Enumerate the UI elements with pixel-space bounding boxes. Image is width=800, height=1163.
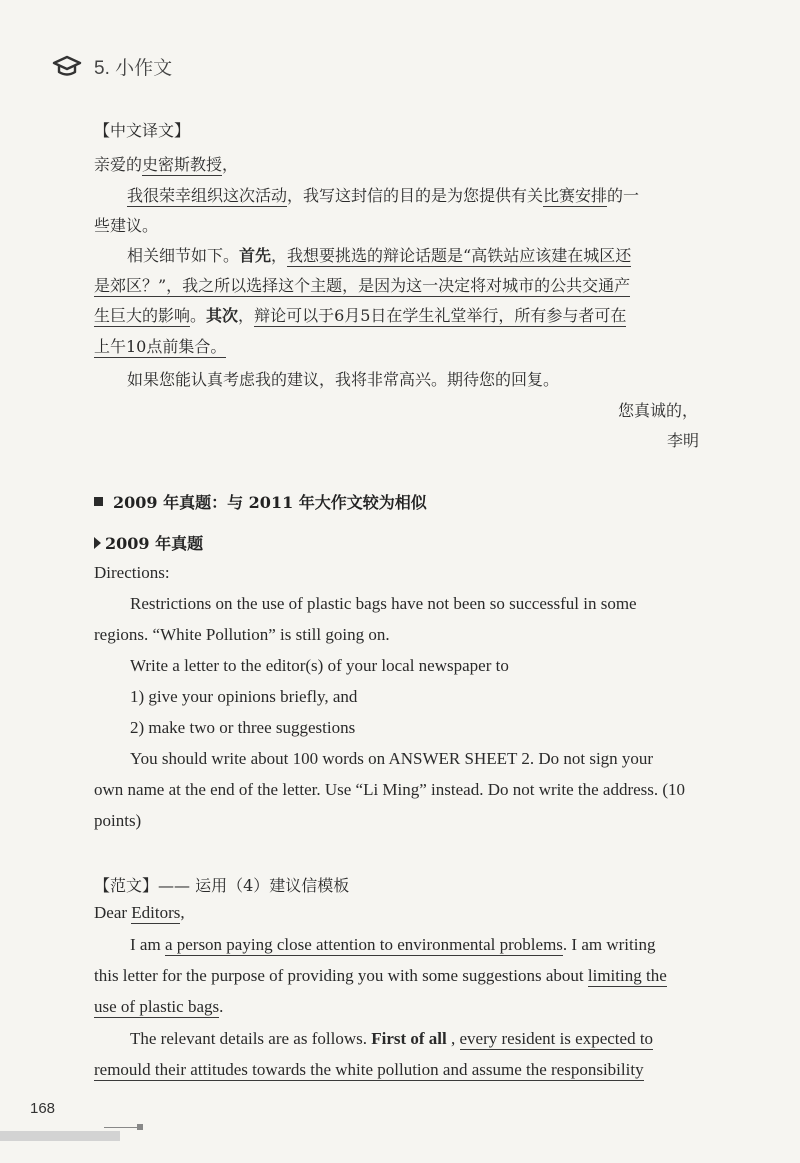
- sample-p1-line3: [94, 997, 223, 1017]
- sample-p1-line1: [130, 935, 655, 955]
- sample-salutation-post: ,: [180, 903, 185, 922]
- cn-p2-line2: [94, 273, 630, 296]
- sample-p1-underline-1: a person paying close attention to environmental problems: [164, 935, 563, 954]
- sample-salutation-pre: Dear: [94, 903, 132, 922]
- graduation-cap-icon: [52, 54, 82, 78]
- sample-p2-mid: ,: [446, 1029, 460, 1048]
- sample-salutation-name: Editors: [131, 903, 181, 922]
- chapter-title: 5. 小作文: [94, 57, 173, 79]
- cn-p1-line1: [127, 183, 639, 206]
- cn-p2-underline-3: 生巨大的影响: [94, 306, 191, 325]
- directions-p2: Write a letter to the editor(s) of your local newspaper to: [130, 656, 509, 675]
- section-title-text: 2009 年真题：与 2011 年大作文较为相似: [113, 493, 427, 512]
- sample-p1-l3-post: .: [219, 997, 224, 1016]
- directions-item-1: 1) give your opinions briefly, and: [130, 687, 358, 706]
- sample-p2-line2: [94, 1060, 644, 1080]
- sample-p2-underline-2: remould their attitudes towards the white pollution and assume the responsibility: [94, 1060, 644, 1079]
- cn-p1-end: 的一: [607, 186, 640, 205]
- cn-p2-comma2: ，: [238, 306, 255, 325]
- cn-p2-line4: [94, 334, 226, 357]
- footer-dot: [137, 1124, 143, 1130]
- directions-p3-line1: You should write about 100 words on ANSWER SHEET 2. Do not sign your: [130, 749, 654, 768]
- cn-p2-bold-first: 首先: [239, 246, 272, 265]
- footer-line: [104, 1127, 138, 1128]
- sample-p1-underline-2: limiting the: [587, 966, 667, 985]
- sample-p1-pre: I am: [130, 935, 165, 954]
- cn-salutation-post: ，: [222, 155, 239, 174]
- cn-salutation-pre: 亲爱的: [94, 155, 143, 174]
- sample-heading: 【范文】—— 运用（4）建议信模板: [94, 876, 350, 895]
- square-bullet-icon: [94, 497, 103, 506]
- triangle-bullet-icon: [94, 537, 101, 549]
- directions-p1-line2: regions. “White Pollution” is still going on.: [94, 625, 390, 644]
- cn-p2-underline-4: 辩论可以于6月5日在学生礼堂举行，所有参与者可在: [254, 306, 627, 325]
- directions-p3-line3: points): [94, 811, 142, 830]
- sample-p1-post: . I am writing: [562, 935, 656, 954]
- page-number: 168: [30, 1100, 56, 1117]
- cn-p2-bold-second: 其次: [206, 306, 239, 325]
- sample-p2-line1: [130, 1029, 653, 1049]
- directions-item-2: 2) make two or three suggestions: [130, 718, 356, 737]
- cn-salutation-name: 史密斯教授: [142, 155, 223, 174]
- sample-p2-underline-1: every resident is expected to: [459, 1029, 654, 1048]
- cn-p2-line3: [94, 303, 626, 326]
- sample-p1-l2-pre: this letter for the purpose of providing you with some suggestions about: [94, 966, 588, 985]
- footer-bar: [0, 1131, 120, 1141]
- section-subtitle-text: 2009 年真题: [105, 534, 204, 553]
- cn-p1-mid: ，我写这封信的目的是为您提供有关: [287, 186, 544, 205]
- directions-label: Directions:: [94, 563, 170, 582]
- directions-p3-line2: own name at the end of the letter. Use “Li Ming” instead. Do not write the address. (10: [94, 780, 686, 799]
- cn-closing: 您真诚的，: [618, 401, 699, 420]
- cn-signature: 李明: [667, 431, 700, 450]
- cn-salutation: [94, 152, 238, 175]
- cn-p2-line1: [127, 243, 631, 266]
- directions-p1-line1: Restrictions on the use of plastic bags have not been so successful in some: [130, 594, 637, 613]
- section-title: [94, 490, 427, 513]
- cn-p1-underline-1: 我很荣幸组织这次活动: [127, 186, 288, 205]
- cn-p1-line2: 些建议。: [94, 216, 159, 235]
- sample-salutation: [94, 903, 185, 923]
- sample-p2-bold: First of all: [371, 1029, 447, 1048]
- sample-p1-line2: [94, 966, 667, 986]
- cn-p2-mid: 。: [190, 306, 207, 325]
- cn-p3: 如果您能认真考虑我的建议，我将非常高兴。期待您的回复。: [127, 370, 560, 389]
- section-subtitle: [94, 531, 203, 554]
- cn-p2-underline-2: 是郊区？”，我之所以选择这个主题，是因为这一决定将对城市的公共交通产: [94, 276, 631, 295]
- sample-p1-underline-3: use of plastic bags: [94, 997, 220, 1016]
- sample-p2-pre: The relevant details are as follows.: [130, 1029, 372, 1048]
- cn-p1-underline-2: 比赛安排: [543, 186, 608, 205]
- cn-p2-underline-1: 我想要挑选的辩论话题是“高铁站应该建在城区还: [287, 246, 632, 265]
- cn-heading: 【中文译文】: [94, 121, 191, 140]
- cn-p2-comma: ，: [271, 246, 288, 265]
- cn-p2-pre: 相关细节如下。: [127, 246, 240, 265]
- cn-p2-underline-5: 上午10点前集合。: [94, 337, 227, 356]
- chapter-header: [52, 52, 172, 80]
